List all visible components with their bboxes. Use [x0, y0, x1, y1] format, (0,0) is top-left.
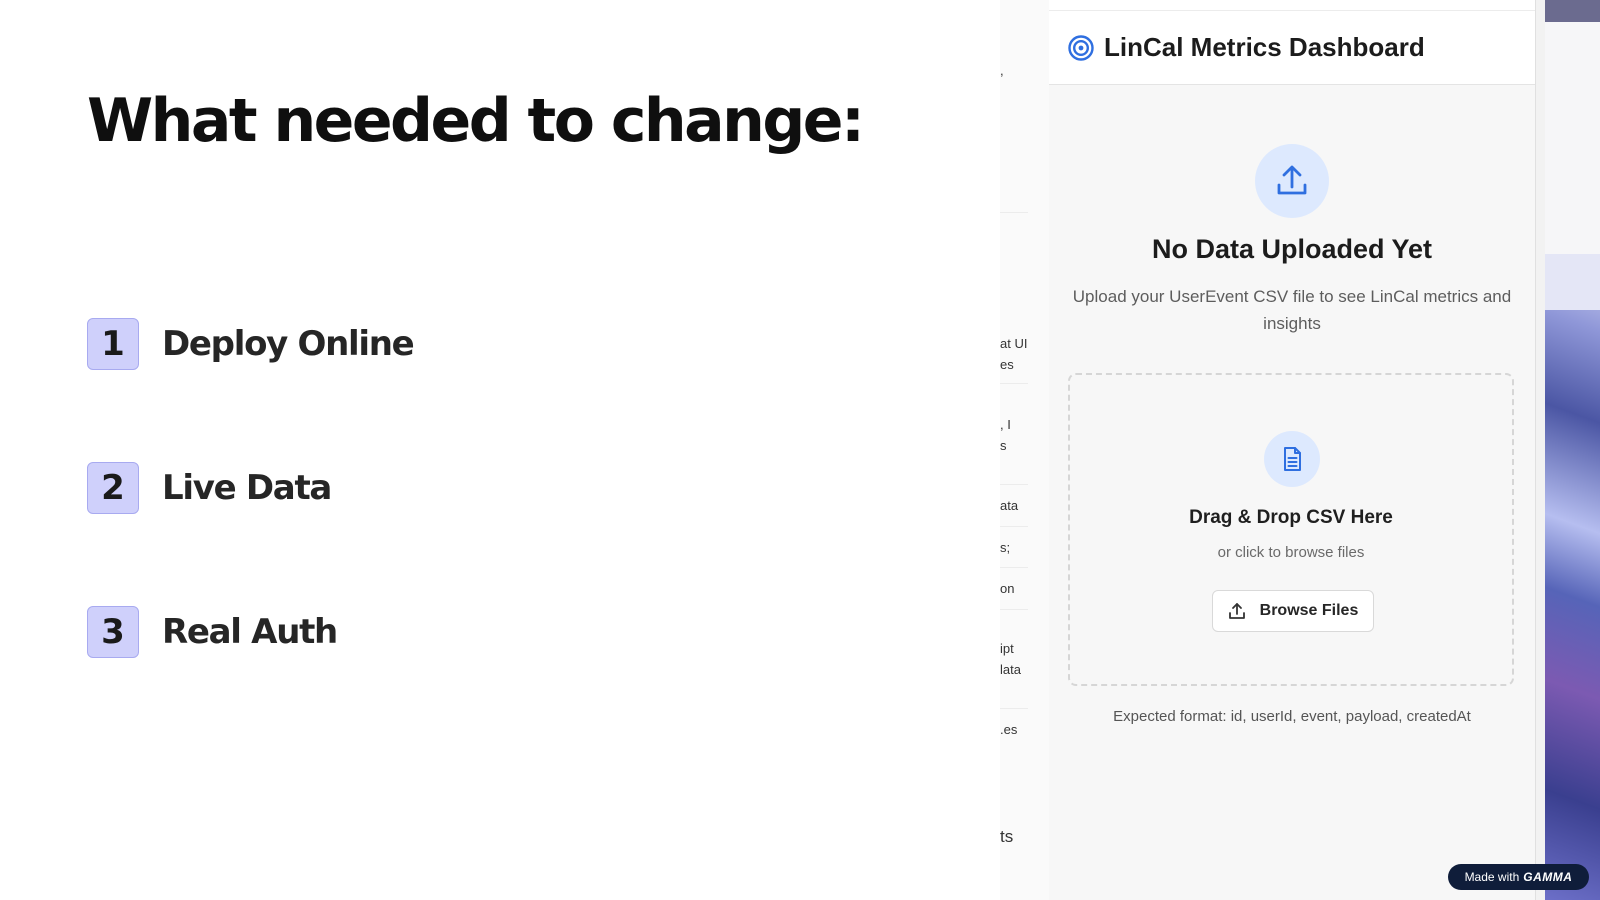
expected-format-note: Expected format: id, userId, event, payload, createdAt	[1113, 708, 1471, 725]
window-top-bar	[1049, 0, 1535, 11]
divider	[1000, 484, 1028, 485]
csv-dropzone[interactable]	[1068, 373, 1514, 686]
browse-files-label: Browse Files	[1259, 602, 1359, 619]
text-fragment: ata	[1000, 498, 1019, 513]
divider	[1000, 212, 1028, 213]
dropzone-title: Drag & Drop CSV Here	[1189, 507, 1393, 528]
desktop-wallpaper	[1545, 0, 1600, 22]
text-fragment: ,	[1000, 63, 1004, 78]
divider	[1000, 567, 1028, 568]
divider	[1000, 526, 1028, 527]
step-label: Live Data	[162, 468, 332, 508]
badge-prefix: Made with	[1464, 870, 1520, 884]
made-with-gamma-badge[interactable]	[1448, 864, 1589, 890]
embedded-screenshot	[1000, 0, 1600, 900]
empty-state-title: No Data Uploaded Yet	[1151, 234, 1433, 264]
app-header	[1049, 11, 1535, 85]
text-fragment: on	[1000, 581, 1015, 596]
slide-title: What needed to change:	[87, 86, 863, 156]
text-fragment: at UI es	[1000, 336, 1028, 372]
step-number: 3	[87, 606, 139, 658]
text-fragment: ipt lata	[1000, 641, 1021, 677]
target-icon	[1067, 34, 1095, 62]
text-fragment: , I s	[1000, 417, 1011, 453]
text-fragment: .es	[1000, 722, 1018, 737]
step-label: Deploy Online	[162, 324, 414, 364]
upload-icon	[1255, 144, 1329, 218]
divider	[1000, 383, 1028, 384]
app-title: LinCal Metrics Dashboard	[1104, 32, 1425, 62]
upload-icon	[1228, 602, 1246, 620]
step-number: 1	[87, 318, 139, 370]
dropzone-subtitle: or click to browse files	[1217, 544, 1365, 561]
step-label: Real Auth	[162, 612, 337, 652]
text-fragment: s;	[1000, 540, 1011, 555]
step-item	[87, 318, 413, 370]
dashboard-window	[1049, 0, 1535, 900]
step-item	[87, 606, 337, 658]
step-item	[87, 462, 331, 514]
file-icon	[1264, 431, 1320, 487]
divider	[1000, 708, 1028, 709]
empty-state-subtitle: Upload your UserEvent CSV file to see LinCal metrics and insights	[1072, 287, 1512, 333]
divider	[1000, 609, 1028, 610]
background-window	[1545, 254, 1600, 310]
text-fragment: ts	[1000, 827, 1014, 846]
step-number: 2	[87, 462, 139, 514]
background-window	[1000, 0, 1050, 900]
badge-brand: GAMMA	[1523, 870, 1573, 884]
browse-files-button[interactable]	[1212, 590, 1374, 632]
background-window	[1545, 22, 1600, 254]
